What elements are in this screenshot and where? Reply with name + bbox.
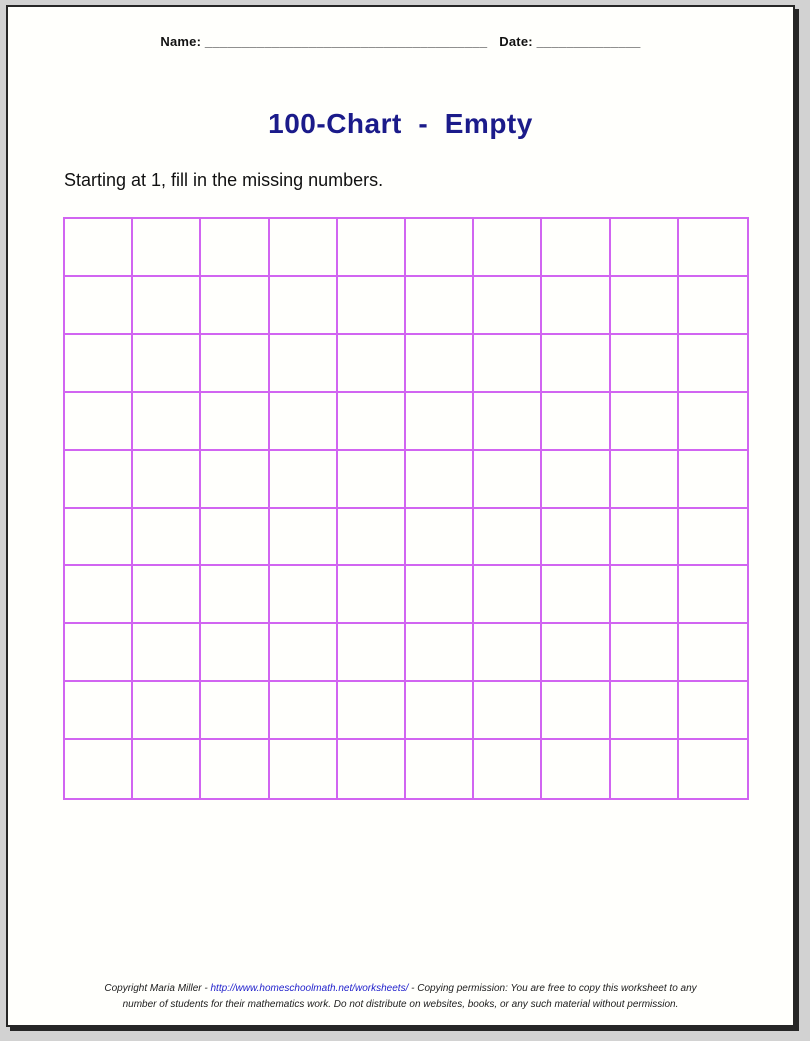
grid-cell <box>679 393 747 451</box>
grid-cell <box>201 682 269 740</box>
grid-cell <box>270 740 338 798</box>
grid-cell <box>679 219 747 277</box>
grid-cell <box>65 740 133 798</box>
grid-cell <box>406 624 474 682</box>
grid-cell <box>474 277 542 335</box>
grid-cell <box>270 624 338 682</box>
grid-cell <box>65 509 133 567</box>
grid-cell <box>201 451 269 509</box>
grid-cell <box>133 393 201 451</box>
grid-cell <box>679 566 747 624</box>
grid-cell <box>611 740 679 798</box>
grid-cell <box>474 335 542 393</box>
grid-cell <box>611 682 679 740</box>
grid-cell <box>611 335 679 393</box>
grid-cell <box>406 219 474 277</box>
grid-cell <box>133 682 201 740</box>
grid-cell <box>611 624 679 682</box>
grid-cell <box>270 393 338 451</box>
grid-cell <box>679 740 747 798</box>
name-label: Name: <box>160 34 202 49</box>
grid-cell <box>542 682 610 740</box>
grid-cell <box>65 335 133 393</box>
grid-cell <box>542 277 610 335</box>
grid-cell <box>270 335 338 393</box>
grid-cell <box>406 509 474 567</box>
instruction-text: Starting at 1, fill in the missing numbers. <box>64 170 384 190</box>
grid-cell <box>338 219 406 277</box>
grid-cell <box>201 393 269 451</box>
grid-cell <box>133 566 201 624</box>
grid-cell <box>542 393 610 451</box>
grid-cell <box>474 509 542 567</box>
grid-cell <box>542 219 610 277</box>
grid-cell <box>679 624 747 682</box>
grid-cell <box>474 451 542 509</box>
grid-cell <box>338 451 406 509</box>
date-label: Date: <box>499 34 533 49</box>
grid-cell <box>474 219 542 277</box>
grid-cell <box>65 451 133 509</box>
grid-cell <box>542 566 610 624</box>
grid-cell <box>338 682 406 740</box>
grid-cell <box>133 624 201 682</box>
date-blank-line: ______________ <box>536 34 641 49</box>
grid-cell <box>406 393 474 451</box>
grid-cell <box>133 509 201 567</box>
grid-cell <box>542 451 610 509</box>
name-date-header <box>8 34 793 49</box>
grid-cell <box>406 566 474 624</box>
grid-cell <box>338 277 406 335</box>
copyright-line1-rest: - Copying permission: You are free to copy this worksheet to any <box>408 983 697 994</box>
grid-cell <box>65 219 133 277</box>
grid-cell <box>474 682 542 740</box>
grid-cell <box>270 219 338 277</box>
grid-cell <box>474 393 542 451</box>
grid-cell <box>201 624 269 682</box>
grid-cell <box>201 566 269 624</box>
grid-cell <box>65 566 133 624</box>
grid-cell <box>679 682 747 740</box>
grid-cell <box>338 566 406 624</box>
grid-cell <box>270 509 338 567</box>
grid-cell <box>542 624 610 682</box>
grid-cell <box>65 682 133 740</box>
grid-cell <box>338 509 406 567</box>
grid-cell <box>270 451 338 509</box>
grid-cell <box>270 277 338 335</box>
grid-cell <box>270 566 338 624</box>
grid-cell <box>133 277 201 335</box>
grid-cell <box>338 335 406 393</box>
worksheet-page <box>6 5 795 1027</box>
grid-cell <box>406 335 474 393</box>
grid-cell <box>542 509 610 567</box>
grid-cell <box>201 509 269 567</box>
grid-cell <box>338 624 406 682</box>
grid-cell <box>406 451 474 509</box>
grid-cell <box>611 219 679 277</box>
grid-cell <box>65 624 133 682</box>
grid-cell <box>133 219 201 277</box>
grid-cell <box>133 451 201 509</box>
grid-cell <box>611 277 679 335</box>
grid-cell <box>201 219 269 277</box>
grid-cell <box>474 624 542 682</box>
grid-cell <box>679 277 747 335</box>
homeschoolmath-link[interactable]: http://www.homeschoolmath.net/worksheets/ <box>210 983 409 994</box>
grid-cell <box>611 393 679 451</box>
grid-cell <box>679 335 747 393</box>
grid-cell <box>201 740 269 798</box>
grid-cell <box>406 682 474 740</box>
name-blank-line: ______________________________________ <box>204 34 488 49</box>
hundred-chart-grid <box>63 217 749 800</box>
copyright-prefix: Copyright Maria Miller - <box>104 983 211 994</box>
grid-cell <box>133 740 201 798</box>
grid-cell <box>611 451 679 509</box>
grid-cell <box>542 335 610 393</box>
grid-cell <box>201 277 269 335</box>
grid-cell <box>611 566 679 624</box>
worksheet-title: 100-Chart - Empty <box>268 108 533 139</box>
grid-cell <box>474 566 542 624</box>
grid-cell <box>406 277 474 335</box>
grid-cell <box>65 393 133 451</box>
grid-cell <box>65 277 133 335</box>
grid-cell <box>679 509 747 567</box>
grid-cell <box>611 509 679 567</box>
grid-cell <box>679 451 747 509</box>
copyright-line2: number of students for their mathematics work. Do not distribute on websites, books, or any such material without permission. <box>122 998 679 1010</box>
grid-cell <box>474 740 542 798</box>
grid-cell <box>406 740 474 798</box>
grid-cell <box>338 740 406 798</box>
grid-cell <box>542 740 610 798</box>
grid-cell <box>201 335 269 393</box>
grid-cell <box>133 335 201 393</box>
grid-cell <box>270 682 338 740</box>
copyright-footer <box>8 981 793 1012</box>
grid-cell <box>338 393 406 451</box>
copyright-line1 <box>8 981 793 997</box>
